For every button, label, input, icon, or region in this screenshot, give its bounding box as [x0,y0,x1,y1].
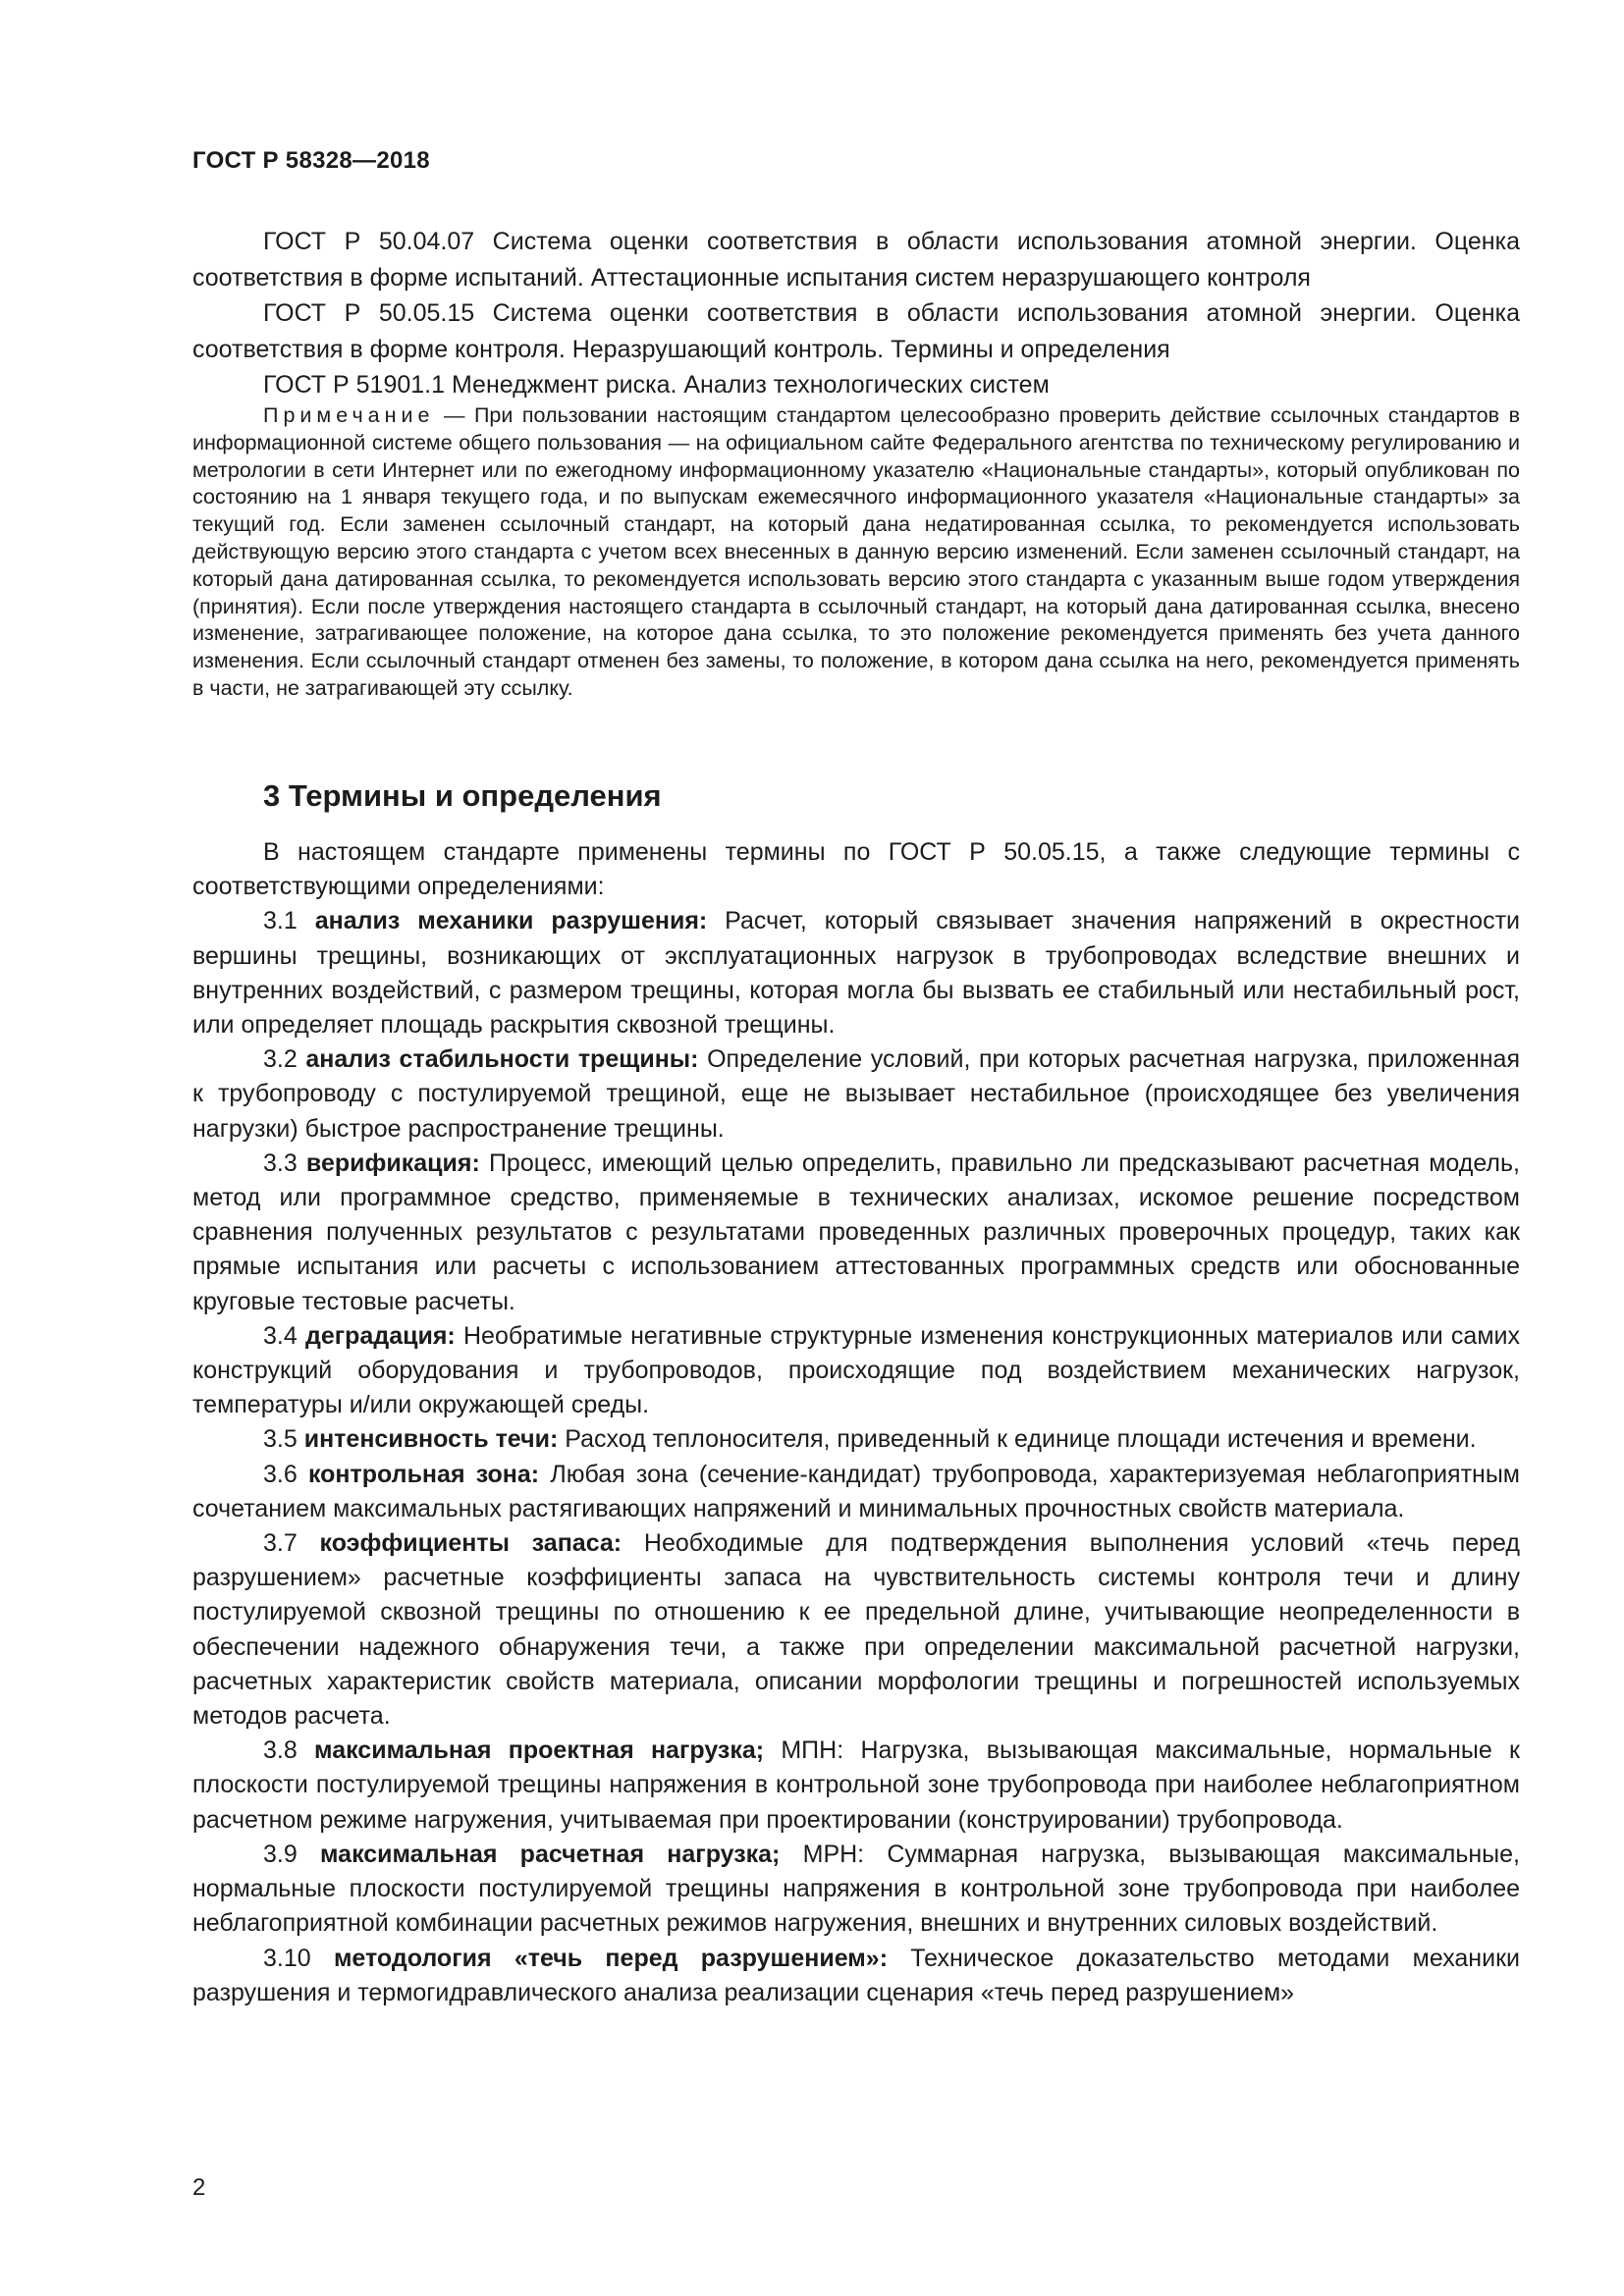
term-entry [192,1458,1520,1526]
standard-header: ГОСТ Р 58328—2018 [192,147,430,174]
normative-references [192,224,1520,403]
term-number: 3.8 [263,1736,315,1765]
term-definition: Процесс, имеющий целью определить, правильно ли предсказывают расчетная модель, метод или программное средство, применяемые в технических анализах, искомое решение посредством сравнения полученных результатов с результатами проведенных различных проверочных процедур, таких как прямые испытания или расчеты с использованием аттестованных программных средств или обоснованные круговые тестовые расчеты. [192,1148,1520,1315]
reference-item: ГОСТ Р 50.05.15 Система оценки соответствия в области использования атомной энергии. Оценка соответствия в форме контроля. Неразрушающий контроль. Термины и определения [192,299,1520,363]
section-title: 3 Термины и определения [263,778,662,813]
term-definition: Определение условий, при которых расчетная нагрузка, приложенная к трубопроводу с постулируемой трещиной, еще не вызывает нестабильное (происходящее без увеличения нагрузки) быстрое распространение трещины. [192,1045,1520,1143]
term-number: 3.6 [263,1460,308,1488]
term-entry [192,1147,1520,1319]
term-definition: МРН: Суммарная нагрузка, вызывающая максимальные, нормальные плоскости постулируемой трещины напряжения в контрольной зоне трубопровода при наиболее неблагоприятной комбинации расчетных режимов нагружения, внешних и внутренних силовых воздействий. [192,1840,1520,1938]
term-number: 3.5 [263,1425,304,1454]
reference-item: ГОСТ Р 51901.1 Менеджмент риска. Анализ технологических систем [263,371,1050,399]
term-name: деградация: [304,1321,456,1350]
term-name: верификация: [305,1148,480,1177]
term-name: контрольная зона: [307,1460,540,1488]
term-number: 3.3 [263,1148,306,1177]
term-name: максимальная проектная нагрузка; [314,1736,765,1765]
term-entry [192,1042,1520,1147]
term-number: 3.10 [263,1944,334,1972]
term-name: методология «течь перед разрушением»: [333,1944,889,1972]
section-intro: В настоящем стандарте применены термины по ГОСТ Р 50.05.15, а также следующие термины с соответствующими определениями: [192,838,1520,901]
term-definition: МПН: Нагрузка, вызывающая максимальные, нормальные к плоскости постулируемой трещины напряжения в контрольной зоне трубопровода при наиболее неблагоприятном расчетном режиме нагружения, учитываемая при проектировании (конструировании) трубопровода. [192,1736,1520,1834]
term-name: анализ стабильности трещины: [305,1045,699,1074]
term-definition: Любая зона (сечение-кандидат) трубопровода, характеризуемая неблагоприятным сочетанием максимальных растягивающих напряжений и минимальных прочностных свойств материала. [192,1460,1520,1522]
term-number: 3.9 [263,1840,320,1868]
term-entry [192,1422,1520,1457]
term-entry [192,1319,1520,1423]
term-definition: Необходимые для подтверждения выполнения условий «течь перед разрушением» расчетные коэффициенты запаса на чувствительность системы контроля течи и длину постулируемой сквозной трещины по отношению к ее предельной длине, учитывающие неопределенности в обеспечении надежного обнаружения течи, а также при определении максимальной расчетной нагрузки, расчетных характеристик свойств материала, описании морфологии трещины и погрешностей используемых методов расчета. [192,1529,1520,1731]
term-entry [192,1526,1520,1734]
note-label: Примечание [263,403,435,427]
term-definition: Техническое доказательство методами механики разрушения и термогидравлического анализа реализации сценария «течь перед разрушением» [192,1944,1520,2006]
term-definition: Расход теплоносителя, приведенный к единице площади истечения и времени. [558,1425,1477,1454]
term-entry [192,1838,1520,1942]
term-entry [192,904,1520,1042]
term-number: 3.1 [263,907,315,935]
term-number: 3.7 [263,1529,320,1558]
term-entry [192,1942,1520,2010]
term-name: максимальная расчетная нагрузка; [320,1840,781,1868]
term-name: коэффициенты запаса: [319,1529,623,1558]
references-note [192,402,1520,703]
page-number: 2 [192,2174,206,2201]
term-definition: Расчет, который связывает значения напряжений в окрестности вершины трещины, возникающих от эксплуатационных нагрузок в трубопроводах вследствие внешних и внутренних воздействий, с размером трещины, которая могла бы вызвать ее стабильный или нестабильный рост, или определяет площадь раскрытия сквозной трещины. [192,907,1520,1040]
document-page [192,0,1520,2296]
term-definition: Необратимые негативные структурные изменения конструкционных материалов или самих конструкций оборудования и трубопроводов, происходящие под воздействием механических нагрузок, температуры и/или окружающей среды. [192,1321,1520,1419]
term-number: 3.4 [263,1321,305,1350]
terms-section-body [192,835,1520,2010]
term-entry [192,1734,1520,1838]
term-name: интенсивность течи: [303,1425,559,1454]
note-text: — При пользовании настоящим стандартом целесообразно проверить действие ссылочных стандартов в информационной системе общего пользования — на официальном сайте Федерального агентства по техническому регулированию и метрологии в сети Интернет или по ежегодному информационному указателю «Национальные стандарты», который опубликован по состоянию на 1 января текущего года, и по выпускам ежемесячного информационного указателя «Национальные стандарты» за текущий год. Если заменен ссылочный стандарт, на который дана недатированная ссылка, то рекомендуется использовать действующую версию этого стандарта с учетом всех внесенных в данную версию изменений. Если заменен ссылочный стандарт, на который дана датированная ссылка, то рекомендуется использовать версию этого стандарта с указанным выше годом утверждения (принятия). Если после утверждения настоящего стандарта в ссылочный стандарт, на который дана датированная ссылка, внесено изменение, затрагивающее положение, на которое дана ссылка, то это положение рекомендуется применять без учета данного изменения. Если ссылочный стандарт отменен без замены, то положение, в котором дана ссылка на него, рекомендуется применять в части, не затрагивающей эту ссылку. [192,403,1520,700]
term-name: анализ механики разрушения: [314,907,708,935]
term-number: 3.2 [263,1045,306,1074]
reference-item: ГОСТ Р 50.04.07 Система оценки соответствия в области использования атомной энергии. Оценка соответствия в форме испытаний. Аттестационные испытания систем неразрушающего контроля [192,228,1520,292]
